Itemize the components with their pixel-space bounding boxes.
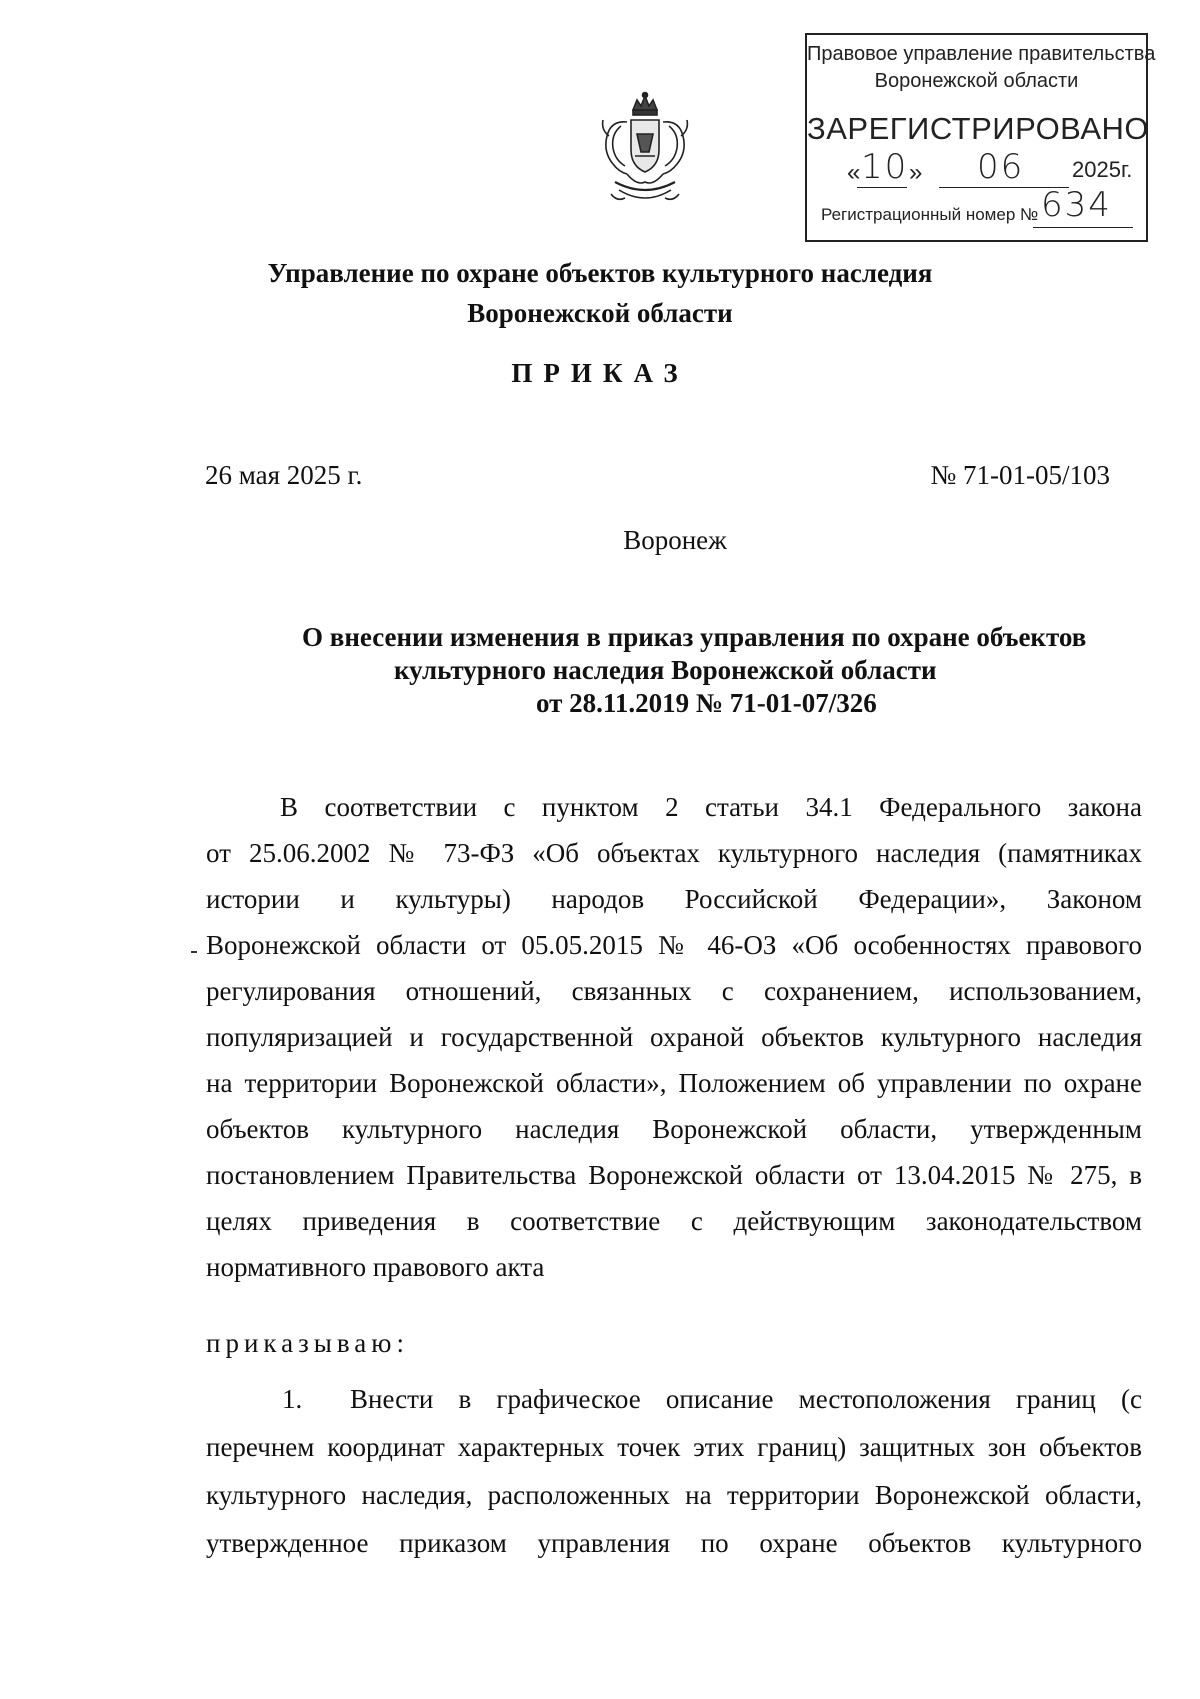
preamble-line: объектов культурного наследия Воронежской области, утвержденным <box>206 1114 1142 1144</box>
preamble-line: В соответствии с пунктом 2 статьи 34.1 Федерального закона <box>280 792 1142 822</box>
preamble-line: популяризацией и государственной охраной объектов культурного наследия <box>206 1022 1142 1052</box>
stamp-number-value: 634 <box>1041 185 1112 225</box>
preamble-line: постановлением Правительства Воронежской области от 13.04.2015 № 275, в <box>206 1160 1142 1190</box>
document-date: 26 мая 2025 г. <box>205 460 363 490</box>
margin-mark <box>191 951 197 953</box>
stamp-number-row <box>821 185 1112 225</box>
stamp-number-label: Регистрационный номер № <box>821 205 1039 224</box>
stamp-day-underline <box>857 187 907 188</box>
document-city: Воронеж <box>623 525 727 555</box>
stamp-org-line2: Воронежской области <box>874 70 1079 92</box>
preamble-line: регулирования отношений, связанных с сохранением, использованием, <box>206 976 1142 1006</box>
document-number: № 71-01-05/103 <box>930 460 1110 490</box>
stamp-org-line1: Правовое управление правительства <box>807 43 1156 65</box>
stamp-number-underline <box>1033 227 1133 228</box>
registration-stamp <box>805 33 1156 242</box>
subject-line3: от 28.11.2019 № 71-01-07/326 <box>536 688 877 718</box>
preamble-line: Воронежской области от 05.05.2015 № 46-ОЗ «Об особенностях правового <box>206 930 1142 960</box>
authority-name-line2: Воронежской области <box>467 298 733 328</box>
preamble-line: на территории Воронежской области», Положением об управлении по охране <box>206 1068 1142 1098</box>
subject-line1: О внесении изменения в приказ управления по охране объектов <box>302 622 1087 652</box>
stamp-year: 2025г. <box>1072 157 1133 182</box>
subject-line2: культурного наследия Воронежской области <box>394 655 937 685</box>
stamp-day: 10 <box>861 147 909 187</box>
preamble-line: целях приведения в соответствие с действующим законодательством <box>206 1206 1142 1236</box>
order-word: приказываю: <box>206 1328 409 1358</box>
stamp-date-open-quote: « <box>847 159 861 186</box>
preamble-line: от 25.06.2002 № 73-ФЗ «Об объектах культурного наследия (памятниках <box>206 838 1142 868</box>
authority-name-line1: Управление по охране объектов культурного наследия <box>267 258 933 288</box>
coat-of-arms-icon <box>597 90 693 212</box>
item-line: перечнем координат характерных точек этих границ) защитных зон объектов <box>206 1432 1142 1462</box>
item-line: Внести в графическое описание местоположения границ (с <box>350 1384 1142 1414</box>
preamble-line: нормативного правового акта <box>206 1252 545 1282</box>
preamble-line: истории и культуры) народов Российской Федерации», Законом <box>206 884 1142 914</box>
stamp-date-close-quote: » <box>909 159 923 186</box>
stamp-month: 06 <box>977 147 1025 187</box>
document-type: ПРИКАЗ <box>511 358 689 388</box>
item-number: 1. <box>282 1384 303 1414</box>
stamp-registered: ЗАРЕГИСТРИРОВАНО <box>807 111 1150 146</box>
item-line: утвержденное приказом управления по охране объектов культурного <box>206 1528 1142 1558</box>
item-line: культурного наследия, расположенных на территории Воронежской области, <box>206 1480 1142 1510</box>
